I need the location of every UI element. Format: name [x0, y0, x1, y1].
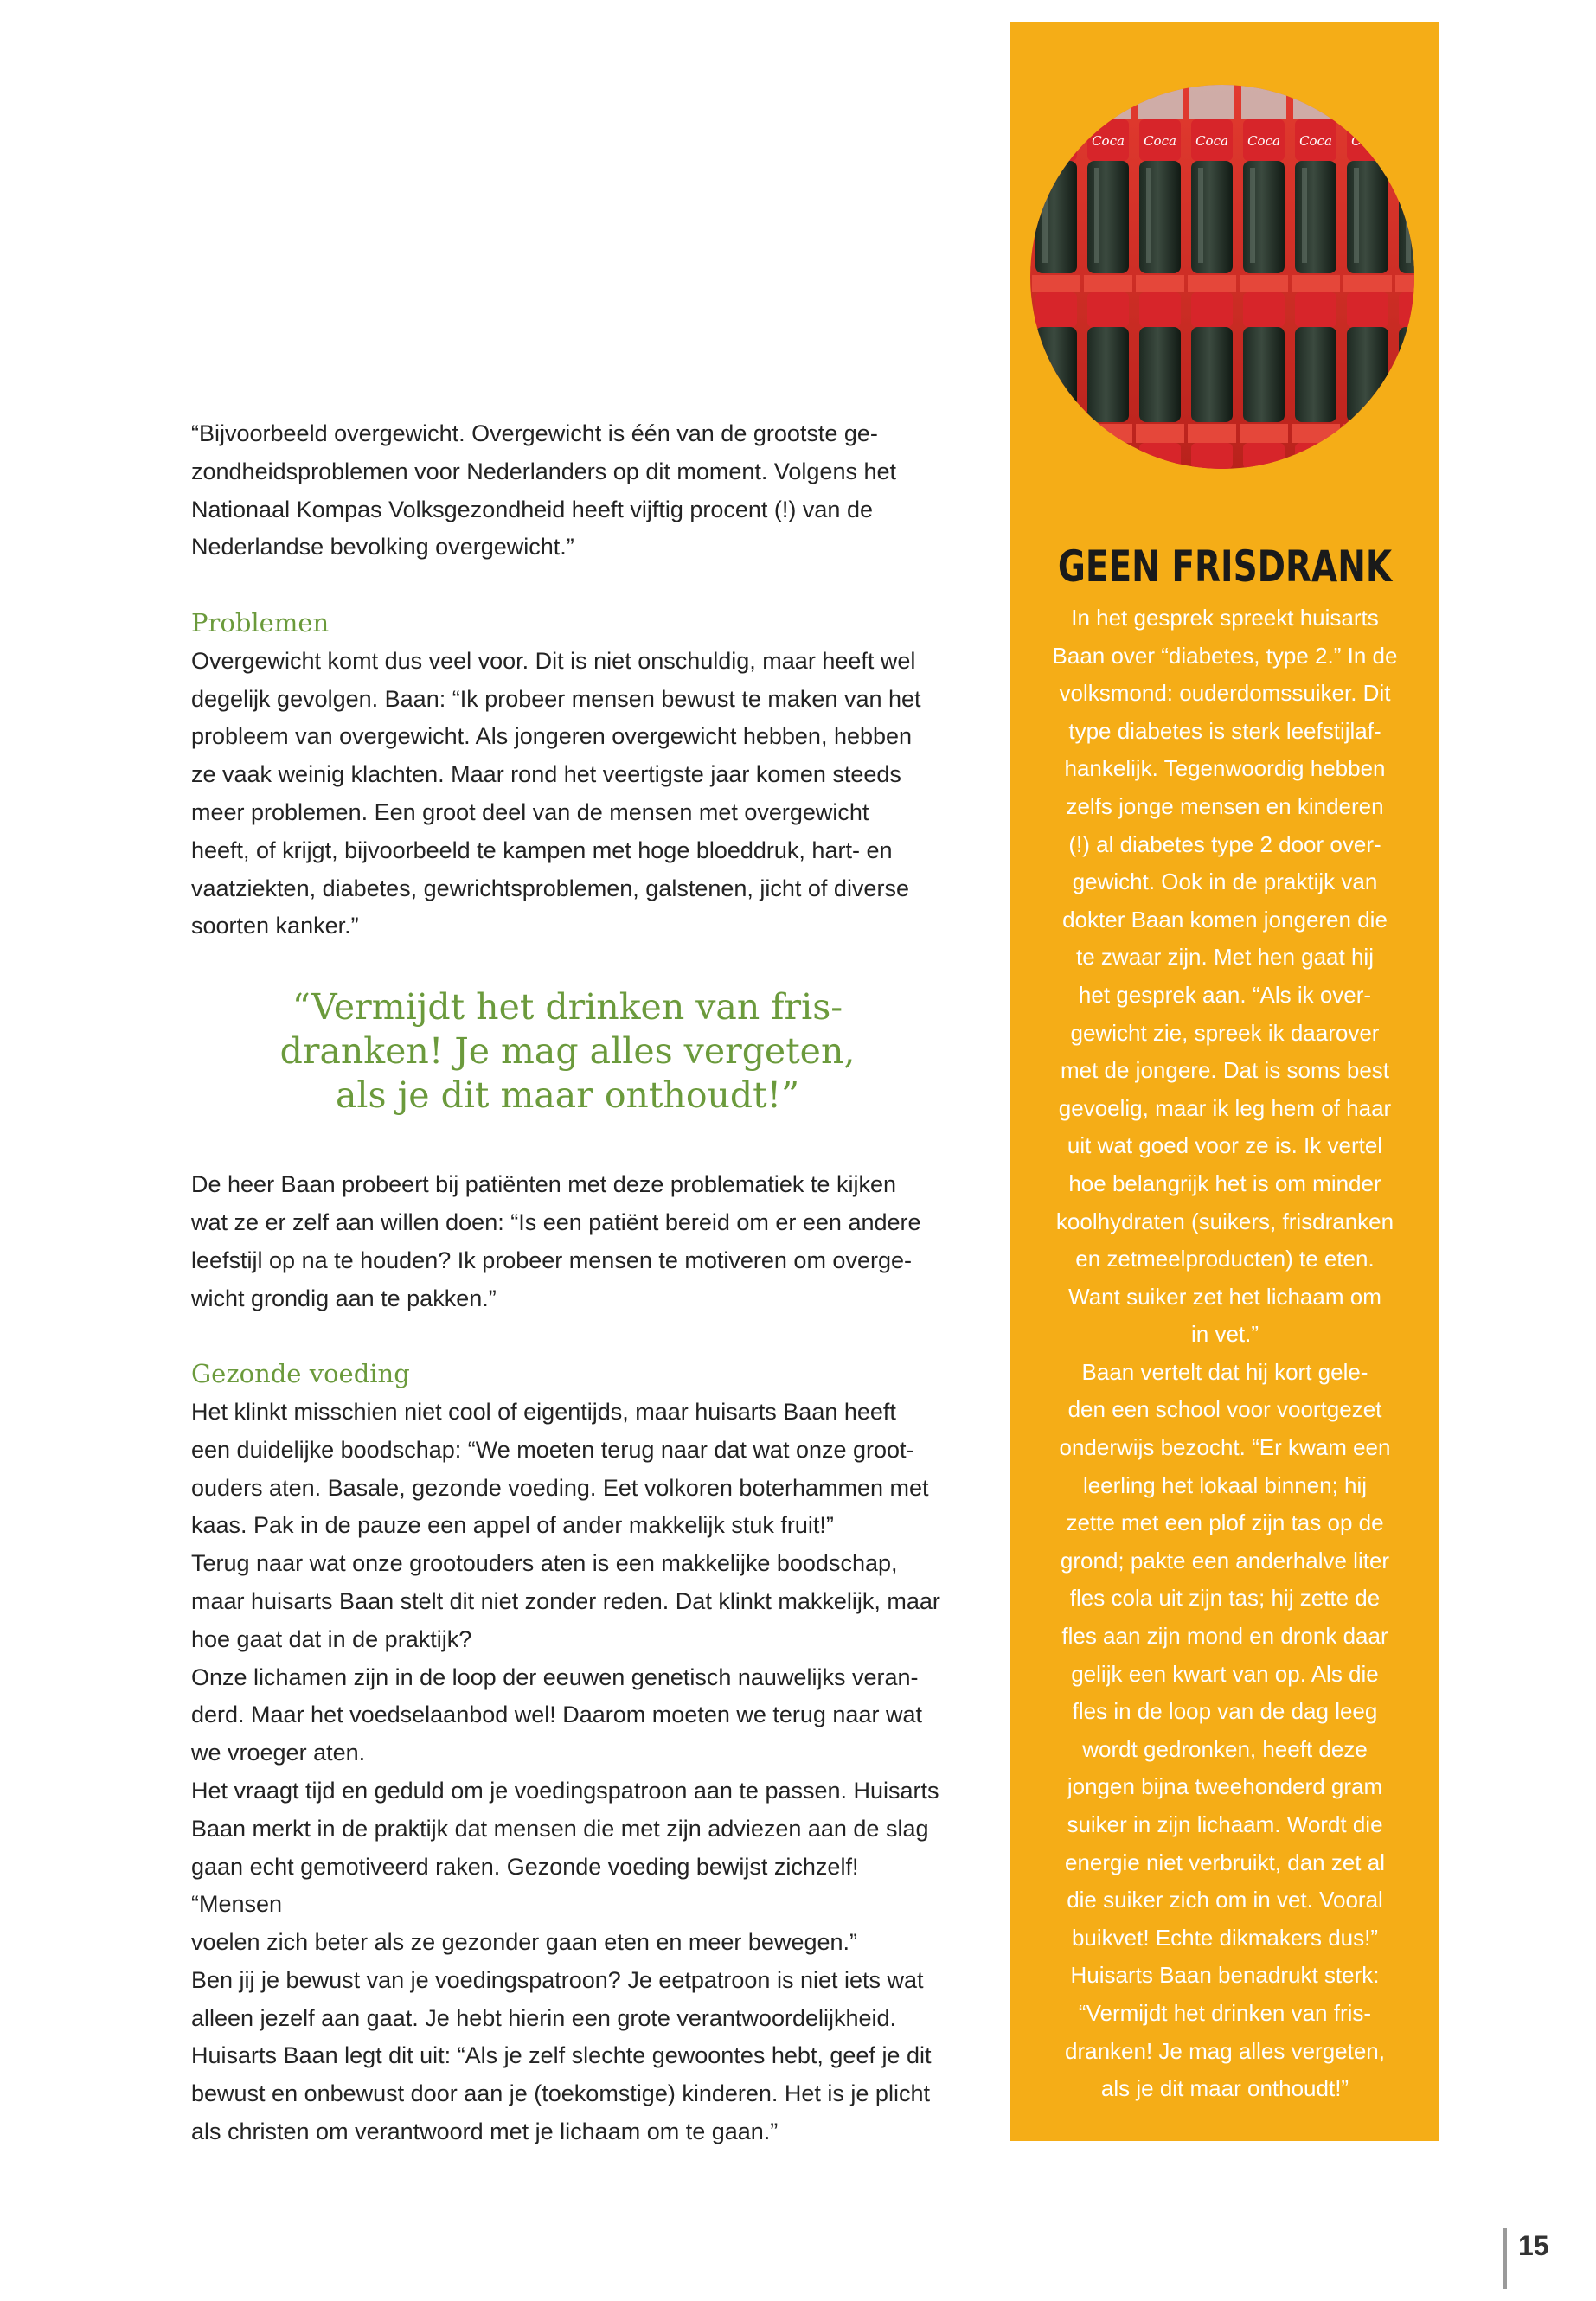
text-line: Terug naar wat onze grootouders aten is een makkelijke boodschap,: [191, 1550, 898, 1577]
text-line: soorten kanker.”: [191, 913, 359, 939]
sidebar-line: gewicht zie, spreek ik daarover: [1070, 1019, 1380, 1046]
text-line: kaas. Pak in de pauze een appel of ander makkelijk stuk fruit!”: [191, 1512, 834, 1539]
intro-paragraph: [191, 415, 944, 567]
sidebar-line: fles cola uit zijn tas; hij zette de: [1069, 1585, 1381, 1612]
sidebar-title: GEEN FRISDRANK: [1057, 542, 1393, 592]
after-quote-paragraph: [191, 1166, 944, 1317]
sidebar-line: het gesprek aan. “Als ik over-: [1078, 981, 1372, 1008]
text-line: hoe gaat dat in de praktijk?: [191, 1625, 472, 1652]
sidebar-line: Want suiker zet het lichaam om: [1068, 1283, 1381, 1310]
heading-healthy-food: Gezonde voeding: [191, 1359, 410, 1389]
sidebar-line: Huisarts Baan benadrukt sterk:: [1070, 1962, 1380, 1989]
sidebar-line: energie niet verbruikt, dan zet al: [1065, 1849, 1385, 1875]
sidebar-line: dranken! Je mag alles vergeten,: [1065, 2037, 1385, 2064]
text-line: Ben jij je bewust van je voedingspatroon? Je eetpatroon is niet iets wat: [191, 1966, 924, 1993]
sidebar-line: (!) al diabetes type 2 door over-: [1068, 830, 1381, 857]
text-line: voelen zich beter als ze gezonder gaan eten en meer bewegen.”: [191, 1929, 858, 1956]
sidebar-line: den een school voor voortgezet: [1067, 1396, 1382, 1423]
sidebar-panel: [1010, 22, 1439, 2141]
sidebar-line: met de jongere. Dat is soms best: [1060, 1057, 1390, 1084]
text-line: meer problemen. Een groot deel van de mensen met overgewicht: [191, 798, 869, 825]
pull-quote: [191, 985, 944, 1118]
text-line: ouders aten. Basale, gezonde voeding. Eet volkoren boterhammen met: [191, 1474, 929, 1501]
text-line: Nationaal Kompas Volksgezondheid heeft vijftig procent (!) van de: [191, 496, 873, 522]
text-line: Het klinkt misschien niet cool of eigentijds, maar huisarts Baan heeft: [191, 1398, 896, 1425]
sidebar-line: grond; pakte een anderhalve liter: [1060, 1547, 1390, 1574]
sidebar-line: gevoelig, maar ik leg hem of haar: [1058, 1094, 1392, 1121]
text-line: we vroeger aten.: [191, 1740, 366, 1766]
sidebar-line: zette met een plof zijn tas op de: [1066, 1509, 1384, 1536]
sidebar-line: hoe belangrijk het is om minder: [1068, 1170, 1381, 1196]
text-line: zondheidsproblemen voor Nederlanders op dit moment. Volgens het: [191, 458, 896, 484]
text-line: bewust en onbewust door aan je (toekomstige) kinderen. Het is je plicht: [191, 2080, 930, 2107]
text-line: derd. Maar het voedselaanbod wel! Daarom moeten we terug naar wat: [191, 1702, 922, 1728]
sidebar-line: fles aan zijn mond en dronk daar: [1061, 1623, 1388, 1650]
text-line: Het vraagt tijd en geduld om je voedingspatroon aan te passen. Huisarts: [191, 1777, 939, 1804]
sidebar-line: Baan over “diabetes, type 2.” In de: [1052, 642, 1398, 669]
text-line: leefstijl op na te houden? Ik probeer mensen te motiveren om overge-: [191, 1247, 912, 1273]
sidebar-line: uit wat goed voor ze is. Ik vertel: [1067, 1132, 1383, 1159]
text-line: probleem van overgewicht. Als jongeren overgewicht hebben, hebben: [191, 723, 913, 750]
sidebar-line: hankelijk. Tegenwoordig hebben: [1064, 755, 1386, 782]
text-line: alleen jezelf aan gaat. Je hebt hierin een grote verantwoordelijkheid.: [191, 2004, 897, 2031]
text-line: maar huisarts Baan stelt dit niet zonder reden. Dat klinkt makkelijk, maar: [191, 1587, 940, 1614]
text-line: heeft, of krijgt, bijvoorbeeld te kampen met hoge bloeddruk, hart- en: [191, 836, 893, 863]
sidebar-line: te zwaar zijn. Met hen gaat hij: [1076, 944, 1374, 971]
cola-bottles-photo: [1030, 85, 1414, 469]
sidebar-line: fles in de loop van de dag leeg: [1072, 1698, 1378, 1725]
text-line: Huisarts Baan legt dit uit: “Als je zelf slechte gewoontes hebt, geef je dit: [191, 2042, 932, 2069]
sidebar-line: volksmond: ouderdomssuiker. Dit: [1059, 680, 1391, 707]
problems-paragraph: [191, 643, 944, 945]
sidebar-line: suiker in zijn lichaam. Wordt die: [1067, 1811, 1383, 1837]
text-line: “Bijvoorbeeld overgewicht. Overgewicht is één van de grootste ge-: [191, 420, 878, 446]
text-line: degelijk gevolgen. Baan: “Ik probeer mensen bewust te maken van het: [191, 685, 921, 712]
text-line: ze vaak weinig klachten. Maar rond het veertigste jaar komen steeds: [191, 761, 901, 788]
text-line: wat ze er zelf aan willen doen: “Is een patiënt bereid om er een andere: [191, 1208, 921, 1235]
heading-problems: Problemen: [191, 607, 330, 638]
sidebar-line: zelfs jonge mensen en kinderen: [1066, 792, 1384, 819]
sidebar-line: gewicht. Ook in de praktijk van: [1072, 868, 1378, 895]
text-line: Overgewicht komt dus veel voor. Dit is niet onschuldig, maar heeft wel: [191, 647, 916, 674]
sidebar-line: gelijk een kwart van op. Als die: [1071, 1660, 1379, 1687]
text-line: De heer Baan probeert bij patiënten met deze problematiek te kijken: [191, 1171, 896, 1198]
pull-quote-line: dranken! Je mag alles vergeten,: [279, 1030, 856, 1073]
text-line: wicht grondig aan te pakken.”: [191, 1285, 497, 1311]
sidebar-body: [1019, 599, 1431, 2108]
sidebar-line: als je dit maar onthoudt!”: [1100, 2075, 1349, 2102]
text-line: Baan merkt in de praktijk dat mensen die met zijn adviezen aan de slag: [191, 1815, 929, 1842]
food-paragraphs: [191, 1394, 944, 2151]
page-number: 15: [1518, 2230, 1549, 2261]
text-line: gaan echt gemotiveerd raken. Gezonde voeding bewijst zichzelf! “Mensen: [191, 1853, 859, 1918]
pull-quote-line: “Vermijdt het drinken van fris-: [292, 986, 843, 1029]
sidebar-line: leerling het lokaal binnen; hij: [1082, 1471, 1368, 1498]
sidebar-line: Baan vertelt dat hij kort gele-: [1081, 1358, 1368, 1385]
sidebar-line: dokter Baan komen jongeren die: [1062, 906, 1388, 933]
sidebar-line: die suiker zich om in vet. Vooral: [1067, 1887, 1383, 1913]
sidebar-line: type diabetes is sterk leefstijlaf-: [1068, 717, 1381, 744]
sidebar-line: in vet.”: [1190, 1321, 1259, 1348]
text-line: als christen om verantwoord met je lichaam om te gaan.”: [191, 2118, 779, 2145]
sidebar-line: wordt gedronken, heeft deze: [1082, 1735, 1368, 1762]
sidebar-line: jongen bijna tweehonderd gram: [1067, 1773, 1383, 1800]
sidebar-line: koolhydraten (suikers, frisdranken: [1055, 1208, 1394, 1234]
sidebar-line: “Vermijdt het drinken van fris-: [1078, 1999, 1372, 2026]
text-line: een duidelijke boodschap: “We moeten terug naar dat wat onze groot-: [191, 1436, 914, 1463]
pull-quote-line: als je dit maar onthoudt!”: [335, 1074, 800, 1117]
sidebar-line: en zetmeelproducten) te eten.: [1075, 1246, 1375, 1272]
text-line: Onze lichamen zijn in de loop der eeuwen genetisch nauwelijks veran-: [191, 1663, 919, 1690]
text-line: Nederlandse bevolking overgewicht.”: [191, 534, 574, 561]
text-line: vaatziekten, diabetes, gewrichtsproblemen, galstenen, jicht of diverse: [191, 875, 909, 901]
sidebar-line: onderwijs bezocht. “Er kwam een: [1059, 1434, 1391, 1461]
sidebar-line: buikvet! Echte dikmakers dus!”: [1071, 1924, 1379, 1951]
page-number-rule: [1503, 2228, 1507, 2289]
sidebar-line: In het gesprek spreekt huisarts: [1071, 605, 1379, 631]
article-main-column: [191, 415, 944, 2151]
